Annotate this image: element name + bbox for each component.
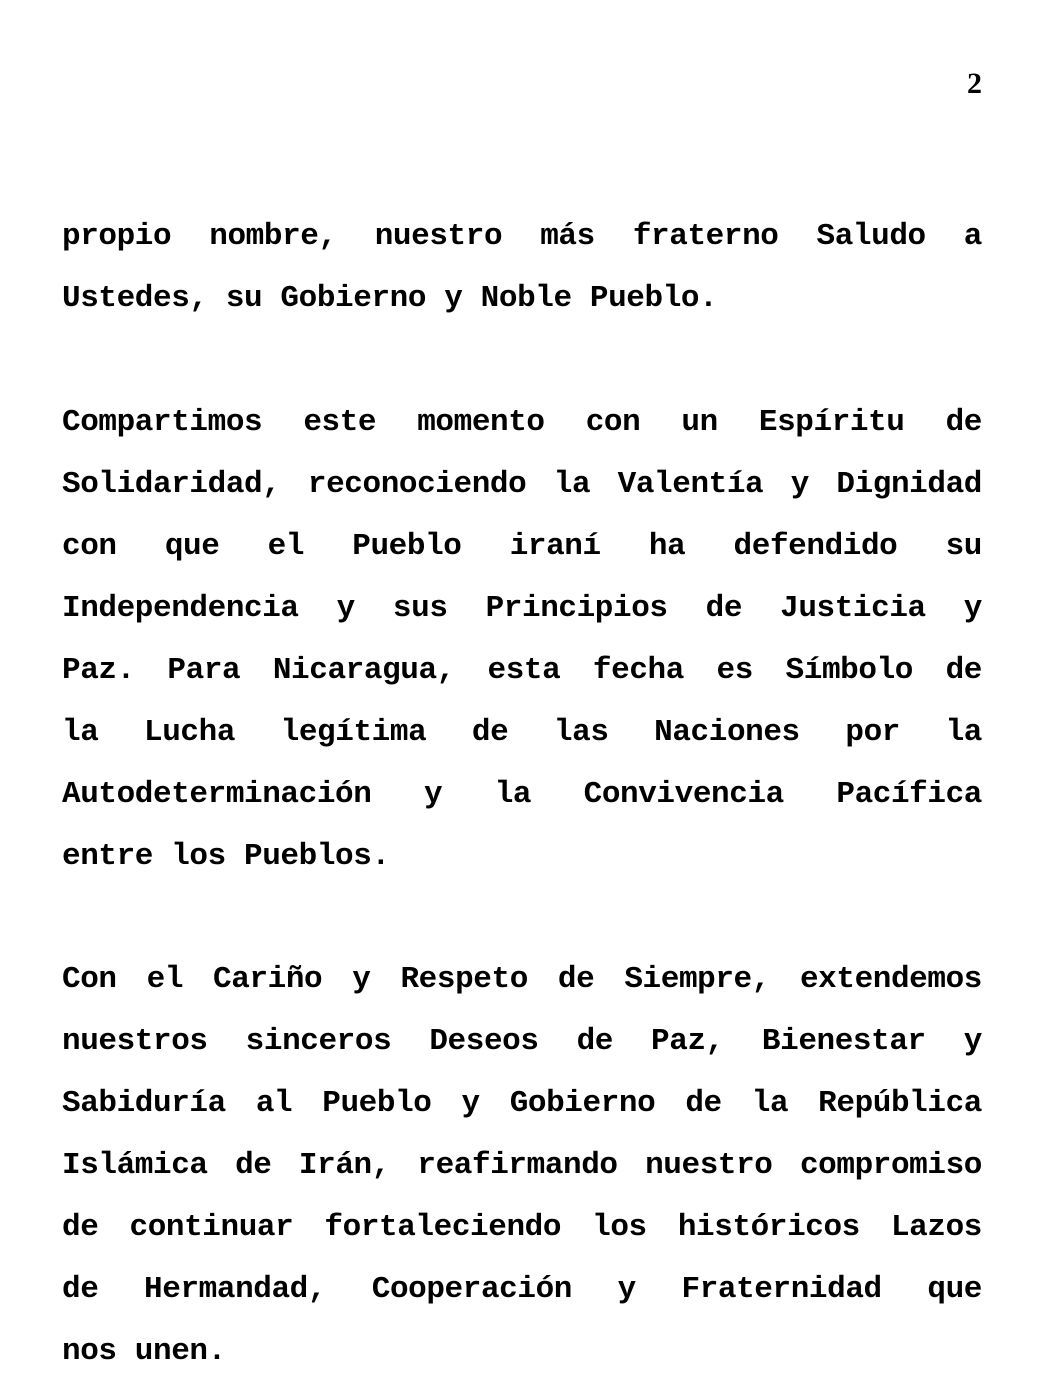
text-line: Paz. Para Nicaragua, esta fecha es Símbolo de — [62, 653, 982, 688]
text-line: Con el Cariño y Respeto de Siempre, extendemos — [62, 962, 982, 997]
text-line: Ustedes, su Gobierno y Noble Pueblo. — [62, 281, 718, 316]
text-line: de continuar fortaleciendo los históricos Lazos — [62, 1210, 982, 1245]
text-line: Autodeterminación y la Convivencia Pacífica — [62, 777, 982, 812]
text-line: con que el Pueblo iraní ha defendido su — [62, 529, 982, 564]
paragraph-closing-wishes — [62, 949, 982, 1383]
text-line: Solidaridad, reconociendo la Valentía y Dignidad — [62, 467, 982, 502]
text-line: entre los Pueblos. — [62, 839, 390, 874]
text-line: Independencia y sus Principios de Justicia y — [62, 591, 982, 626]
page-number: 2 — [967, 67, 982, 100]
text-line: propio nombre, nuestro más fraterno Saludo a — [62, 219, 982, 254]
text-line: Sabiduría al Pueblo y Gobierno de la República — [62, 1086, 982, 1121]
text-line: nos unen. — [62, 1334, 226, 1369]
text-line: la Lucha legítima de las Naciones por la — [62, 715, 982, 750]
paragraph-greeting — [62, 206, 982, 330]
text-line: Compartimos este momento con un Espíritu de — [62, 405, 982, 440]
text-line: de Hermandad, Cooperación y Fraternidad que — [62, 1272, 982, 1307]
paragraph-solidarity — [62, 392, 982, 888]
text-line: Islámica de Irán, reafirmando nuestro compromiso — [62, 1148, 982, 1183]
text-line: nuestros sinceros Deseos de Paz, Bienestar y — [62, 1024, 982, 1059]
